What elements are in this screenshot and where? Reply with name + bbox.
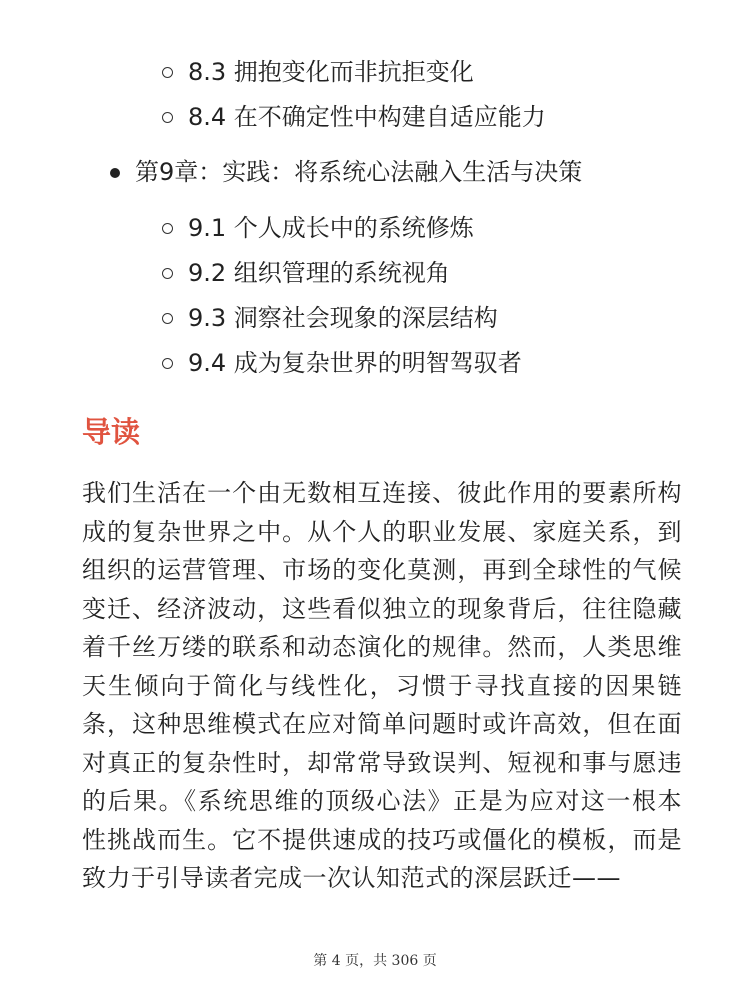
toc-item-label: 8.3 拥抱变化而非抗拒变化: [188, 58, 474, 86]
hollow-bullet-icon: [162, 112, 173, 123]
toc-item[interactable]: [162, 341, 522, 386]
toc-item[interactable]: [162, 251, 522, 296]
toc-item-label: 9.2 组织管理的系统视角: [188, 259, 450, 287]
page-number: 第 4 页，共 306 页: [313, 953, 437, 969]
solid-bullet-icon: [110, 168, 120, 178]
toc-chapter-item[interactable]: [110, 150, 582, 195]
intro-paragraph: 我们生活在一个由无数相互连接、彼此作用的要素所构成的复杂世界之中。从个人的职业发展、家庭关系，到组织的运营管理、市场的变化莫测，再到全球性的气候变迁、经济波动，这些看似独立的现象背后，往往隐藏着千丝万缕的联系和动态演化的规律。然而，人类思维天生倾向于简化与线性化，习惯于寻找直接的因果链条，这种思维模式在应对简单问题时或许高效，但在面对真正的复杂性时，却常常导致误判、短视和事与愿违的后果。《系统思维的顶级心法》正是为应对这一根本性挑战而生。它不提供速成的技巧或僵化的模板，而是致力于引导读者完成一次认知范式的深层跃迁——: [82, 479, 682, 892]
toc-item[interactable]: [162, 206, 522, 251]
toc-item[interactable]: [162, 296, 522, 341]
hollow-bullet-icon: [162, 223, 173, 234]
toc-chapter-label: 第9章：实践：将系统心法融入生活与决策: [135, 158, 583, 186]
section-heading: 导读: [82, 415, 141, 449]
toc-item-label: 9.4 成为复杂世界的明智驾驭者: [188, 349, 522, 377]
toc-sublist-chapter-9: [162, 206, 522, 386]
hollow-bullet-icon: [162, 313, 173, 324]
hollow-bullet-icon: [162, 67, 173, 78]
hollow-bullet-icon: [162, 268, 173, 279]
toc-item-label: 9.1 个人成长中的系统修炼: [188, 214, 474, 242]
toc-item[interactable]: [162, 50, 546, 95]
hollow-bullet-icon: [162, 358, 173, 369]
toc-sublist-chapter-8: [162, 50, 546, 140]
toc-item-label: 8.4 在不确定性中构建自适应能力: [188, 103, 546, 131]
toc-item[interactable]: [162, 95, 546, 140]
toc-item-label: 9.3 洞察社会现象的深层结构: [188, 304, 498, 332]
